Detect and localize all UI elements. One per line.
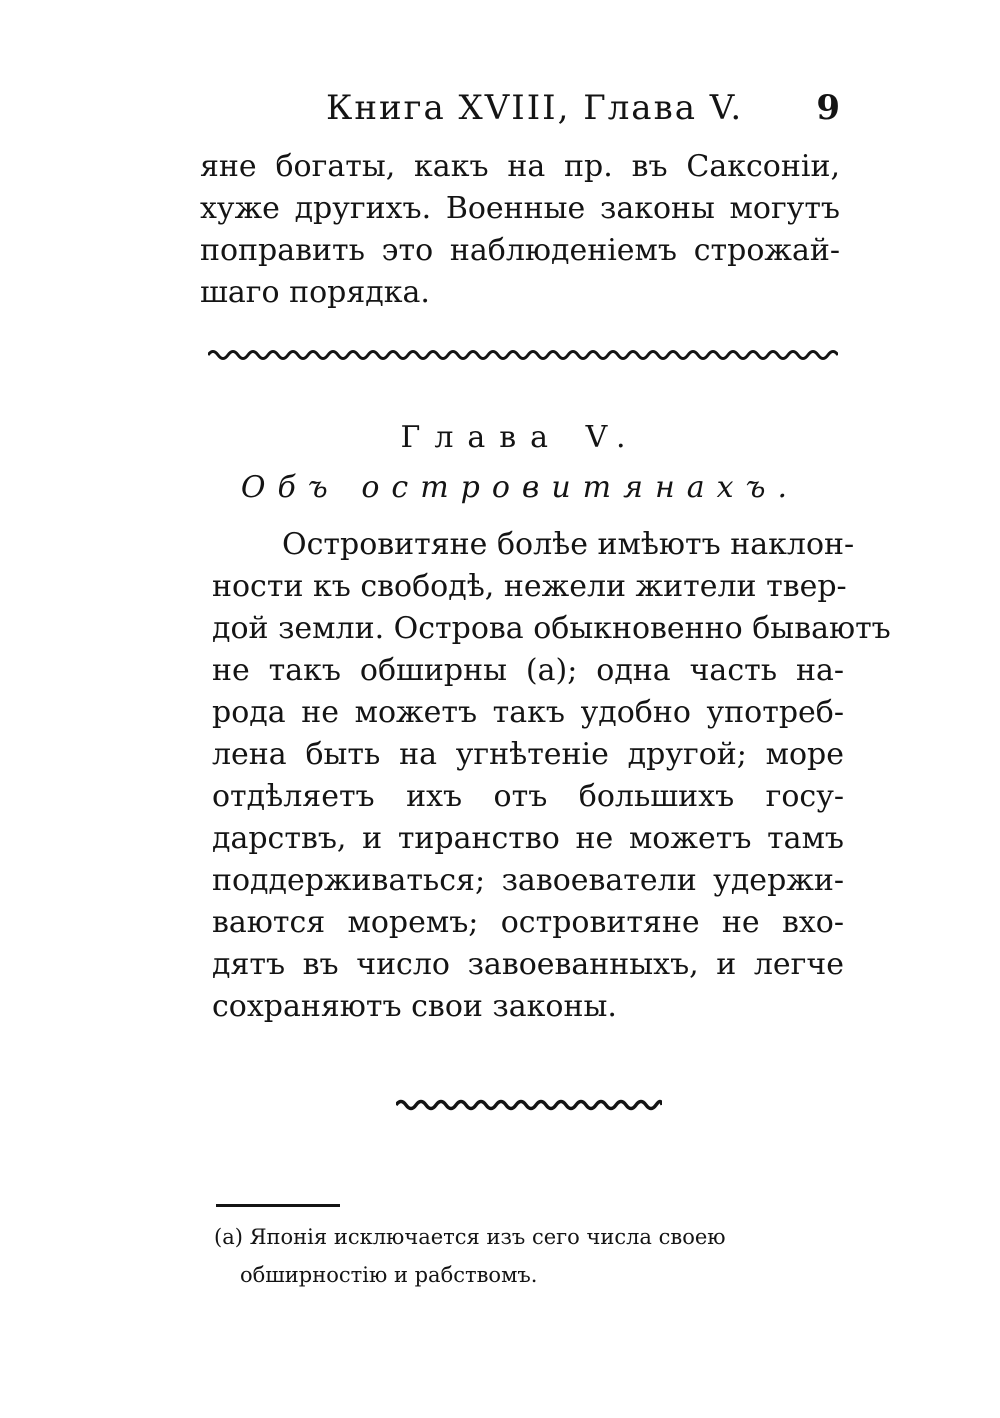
running-head (200, 86, 850, 130)
text-line: поддерживаться; завоеватели удержи- (212, 863, 844, 898)
text-line: поправить это наблюденіемъ строжай- (200, 233, 840, 268)
wave-ornament-end (396, 1098, 662, 1112)
text-line: дарствъ, и тиранство не можетъ тамъ (212, 821, 844, 856)
text-line: шаго порядка. (200, 275, 430, 310)
footnote-line: (а) Японія исключается изъ сего числа своею (214, 1225, 726, 1249)
text-line: ности къ свободѣ, нежели жители твер- (212, 569, 847, 604)
continued-text (200, 146, 840, 314)
text-line: Островитяне болѣе имѣютъ наклон- (282, 527, 855, 562)
footnote-line: обширностію и рабствомъ. (240, 1263, 538, 1287)
chapter-title: Глава V. (400, 420, 640, 455)
page-number: 9 (816, 88, 840, 128)
chapter-paragraph (212, 524, 891, 1028)
running-title: Книга XVIII, Глава V. (326, 88, 744, 128)
text-line: не такъ обширны (а); одна часть на- (212, 653, 844, 688)
text-line: сохраняютъ свои законы. (212, 989, 617, 1024)
text-line: хуже другихъ. Военные законы могутъ (200, 191, 840, 226)
text-line: дятъ въ число завоеванныхъ, и легче (212, 947, 844, 982)
wave-ornament-divider (208, 348, 838, 362)
text-line: рода не можетъ такъ удобно употреб- (212, 695, 844, 730)
footnote-rule (216, 1204, 340, 1207)
chapter-subtitle: Объ островитянахъ. (240, 470, 800, 505)
footnote (214, 1218, 850, 1294)
text-line: ваются моремъ; островитяне не вхо- (212, 905, 844, 940)
text-line: отдѣляетъ ихъ отъ большихъ госу- (212, 779, 844, 814)
text-line: лена быть на угнѣтеніе другой; море (212, 737, 844, 772)
text-line: дой земли. Острова обыкновенно бываютъ (212, 611, 891, 646)
text-line: яне богаты, какъ на пр. въ Саксоніи, (200, 149, 840, 184)
